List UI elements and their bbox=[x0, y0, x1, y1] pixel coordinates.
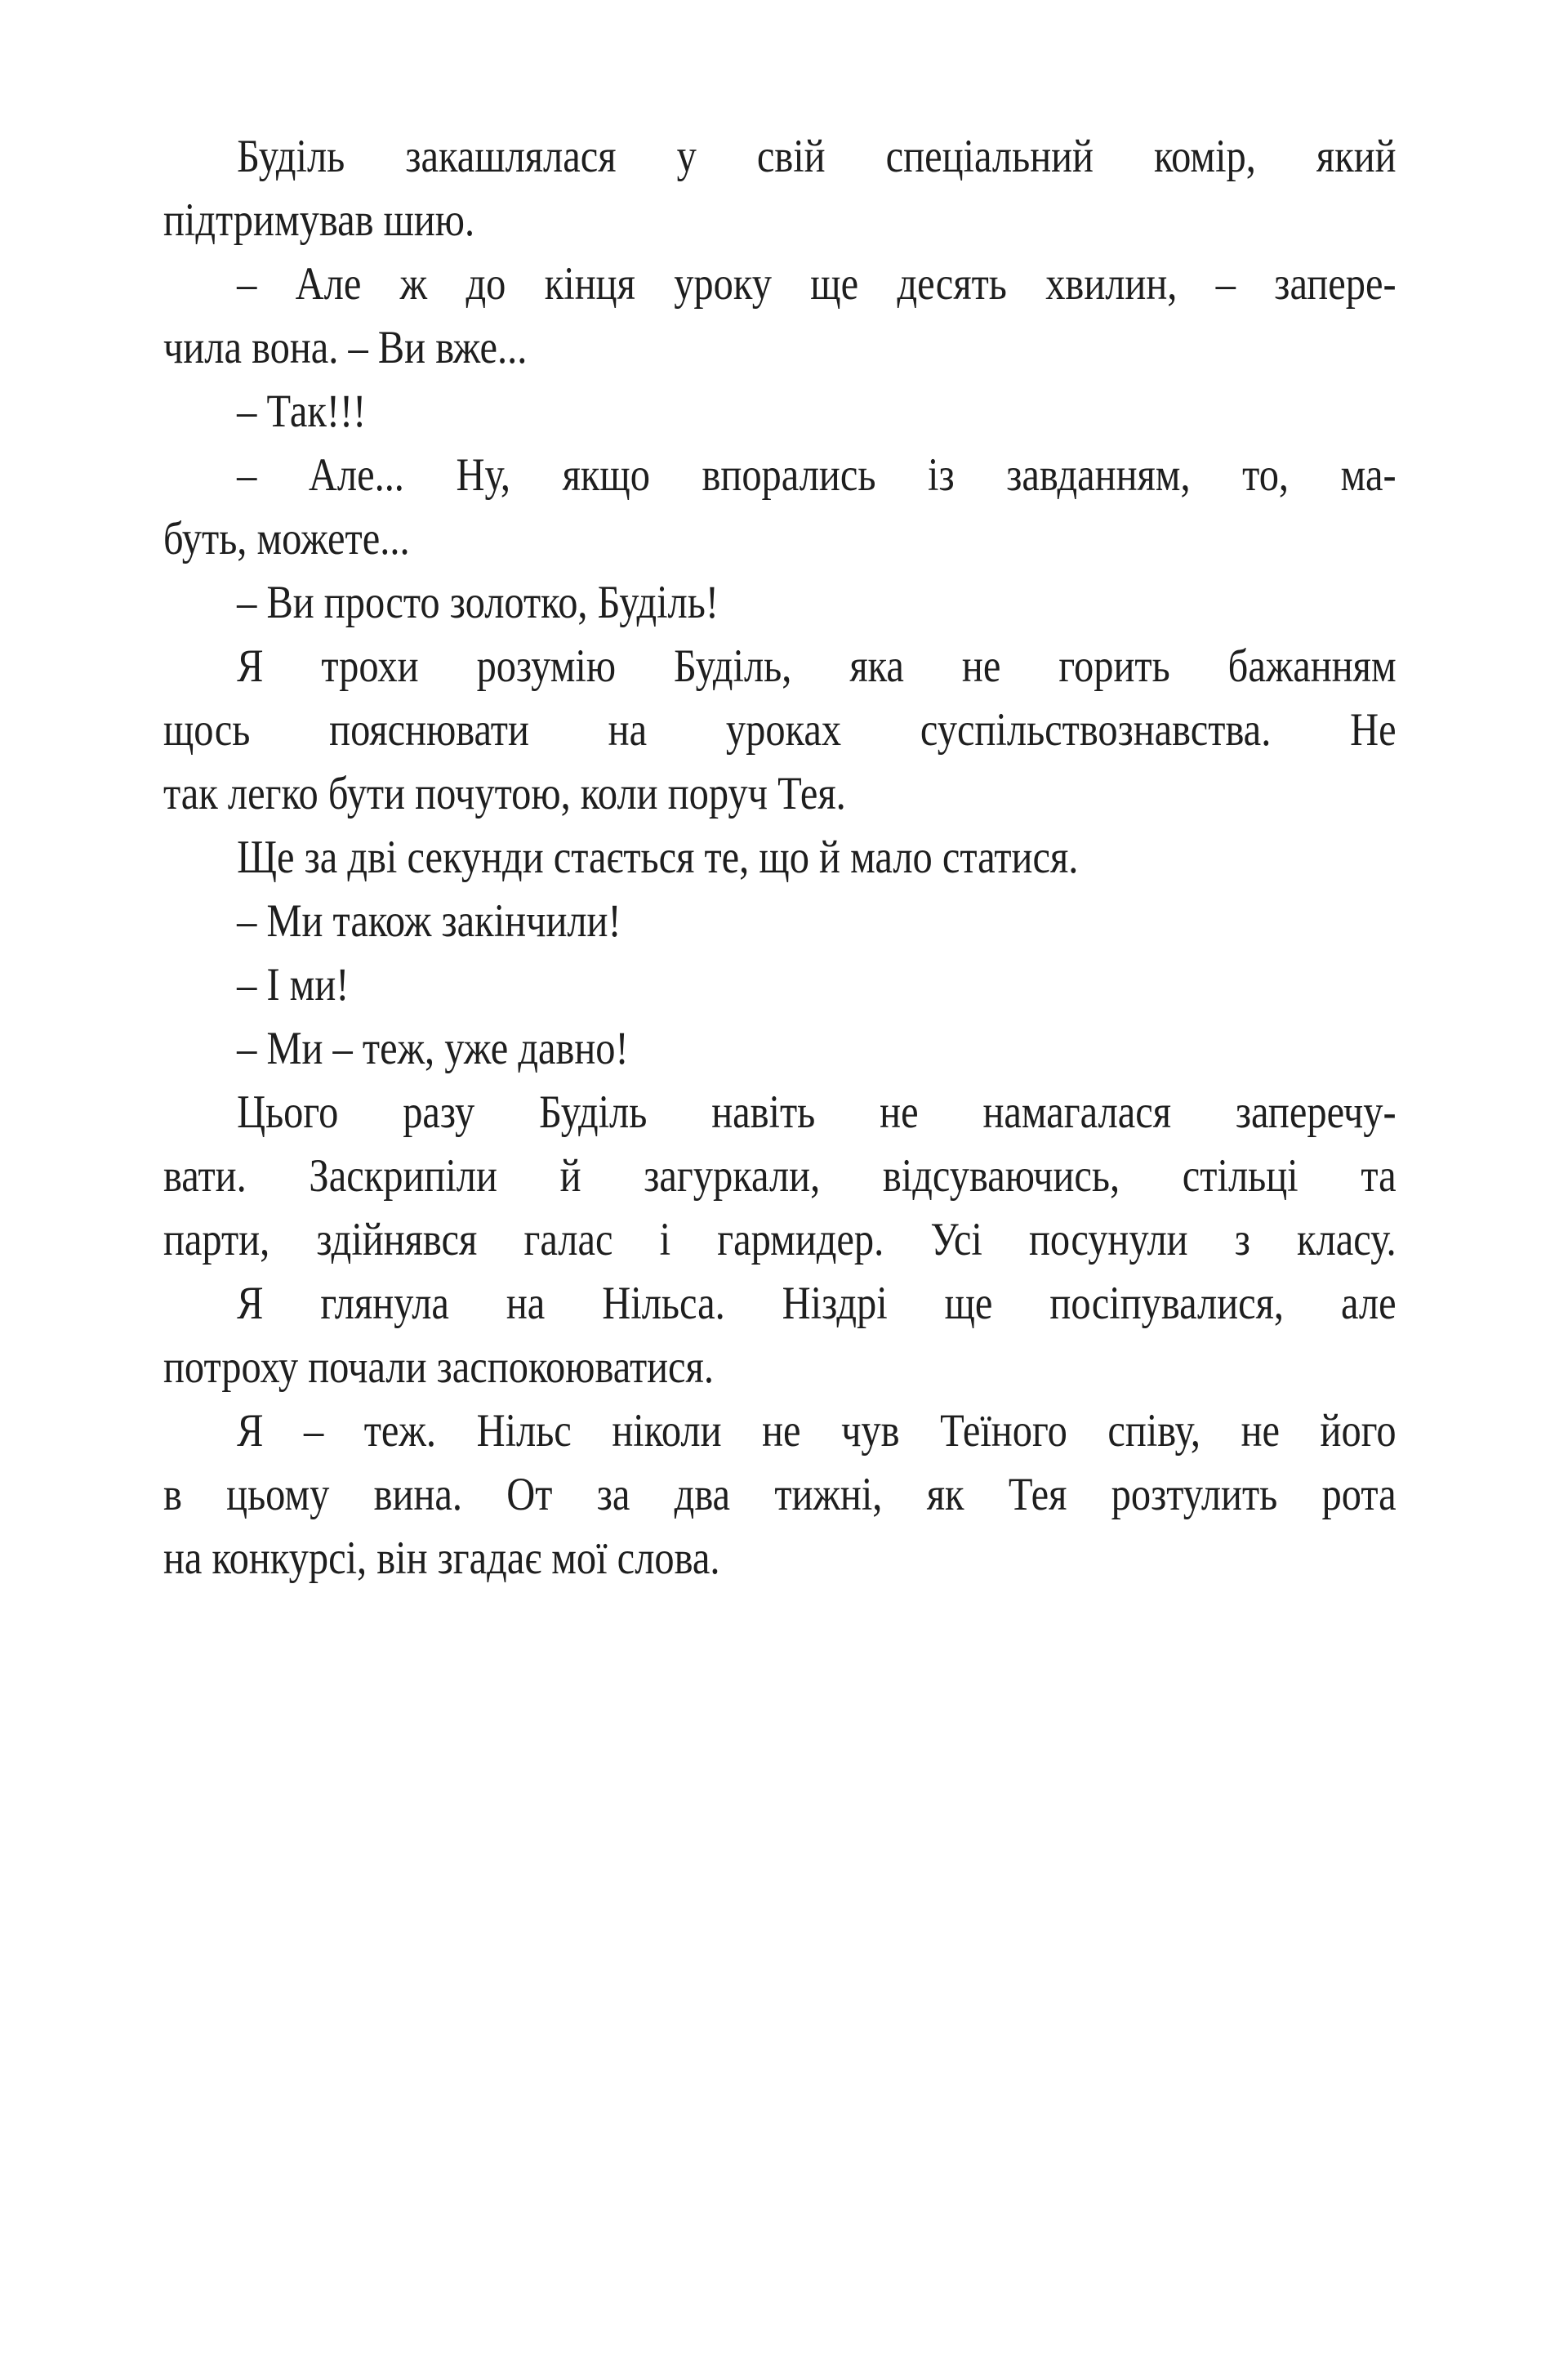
text-line: Я глянула на Нільса. Ніздрі ще посіпувалися, але bbox=[237, 1278, 1396, 1329]
text-line: парти, здійнявся галас і гармидер. Усі посунули з класу. bbox=[163, 1214, 1396, 1265]
text-line: вати. Заскрипіли й загуркали, відсуваючись, стільці та bbox=[163, 1150, 1396, 1202]
text-line: потроху почали заспокоюватися. bbox=[163, 1341, 714, 1393]
text-line: буть, можете... bbox=[163, 513, 410, 564]
text-line: Цього разу Буділь навіть не намагалася заперечу- bbox=[237, 1086, 1396, 1138]
text-line: – І ми! bbox=[237, 959, 350, 1011]
text-line: Буділь закашлялася у свій спеціальний комір, який bbox=[237, 131, 1396, 182]
text-line: – Але... Ну, якщо впорались із завданням, то, ма- bbox=[237, 449, 1396, 501]
text-line: Ще за дві секунди стається те, що й мало статися. bbox=[237, 832, 1079, 883]
text-line: – Ми – теж, уже давно! bbox=[237, 1023, 629, 1074]
text-line: так легко бути почутою, коли поруч Тея. bbox=[163, 768, 846, 819]
text-line: – Ми також закінчили! bbox=[237, 895, 621, 947]
text-line: Я трохи розумію Буділь, яка не горить бажанням bbox=[237, 640, 1396, 692]
text-line: чила вона. – Ви вже... bbox=[163, 322, 528, 373]
text-line: – Але ж до кінця уроку ще десять хвилин, – запере- bbox=[237, 258, 1396, 310]
book-page-text bbox=[163, 125, 1396, 1590]
text-line: Я – теж. Нільс ніколи не чув Теїного співу, не його bbox=[237, 1405, 1396, 1457]
text-line: на конкурсі, він згадає мої слова. bbox=[163, 1532, 720, 1584]
text-line: в цьому вина. От за два тижні, як Тея розтулить рота bbox=[163, 1469, 1396, 1520]
text-line: – Так!!! bbox=[237, 386, 367, 437]
text-line: підтримував шию. bbox=[163, 194, 475, 246]
text-line: – Ви просто золотко, Буділь! bbox=[237, 577, 719, 628]
text-line: щось пояснювати на уроках суспільствознавства. Не bbox=[163, 704, 1396, 756]
